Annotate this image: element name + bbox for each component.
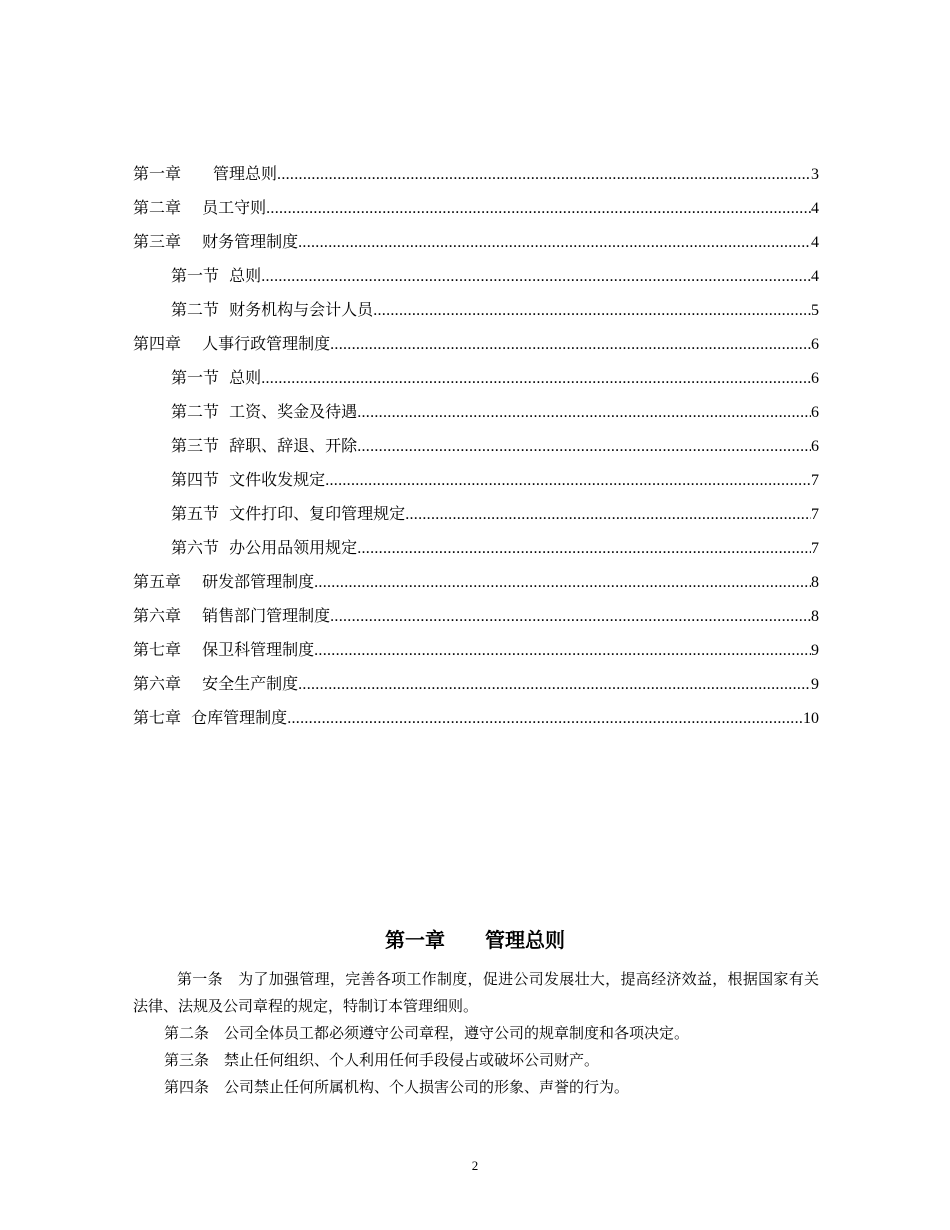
toc-entry-label: 第二节 财务机构与会计人员 [171, 300, 374, 319]
toc-leader-dots [277, 158, 811, 192]
toc-entry-page: 6 [811, 336, 819, 353]
toc-entry[interactable] [133, 667, 819, 701]
toc-entry-label: 第一节 总则 [171, 368, 262, 387]
toc-entry-page: 9 [811, 676, 819, 693]
toc-entry-label: 第三章 财务管理制度 [133, 232, 299, 251]
toc-leader-dots [287, 702, 803, 736]
toc-entry-label: 第七章 仓库管理制度 [133, 708, 288, 727]
toc-leader-dots [330, 328, 811, 362]
toc-entry[interactable] [133, 497, 819, 531]
toc-entry[interactable] [133, 463, 819, 497]
toc-entry-label: 第一节 总则 [171, 266, 262, 285]
toc-entry-page: 9 [811, 642, 819, 659]
toc-entry[interactable] [133, 225, 819, 259]
table-of-contents [133, 157, 819, 735]
toc-leader-dots [325, 464, 811, 498]
toc-entry[interactable] [133, 633, 819, 667]
toc-leader-dots [405, 498, 811, 532]
toc-entry[interactable] [133, 701, 819, 735]
toc-leader-dots [314, 634, 811, 668]
chapter-title: 第一章 管理总则 [385, 928, 565, 952]
toc-leader-dots [357, 396, 811, 430]
toc-entry-page: 7 [811, 540, 819, 557]
toc-entry-page: 4 [811, 200, 819, 217]
toc-entry-label: 第三节 辞职、辞退、开除 [171, 436, 358, 455]
toc-entry-page: 7 [811, 472, 819, 489]
toc-entry-label: 第六节 办公用品领用规定 [171, 538, 358, 557]
toc-entry[interactable] [133, 259, 819, 293]
toc-entry-page: 6 [811, 438, 819, 455]
toc-entry-page: 8 [811, 574, 819, 591]
toc-leader-dots [266, 192, 811, 226]
toc-entry-label: 第五节 文件打印、复印管理规定 [171, 504, 406, 523]
toc-entry-label: 第二章 员工守则 [133, 198, 267, 217]
toc-entry-page: 6 [811, 404, 819, 421]
toc-leader-dots [314, 566, 811, 600]
toc-entry-page: 4 [811, 234, 819, 251]
toc-entry-label: 第四章 人事行政管理制度 [133, 334, 331, 353]
toc-leader-dots [373, 294, 811, 328]
toc-leader-dots [330, 600, 811, 634]
toc-entry-page: 5 [811, 302, 819, 319]
toc-entry-label: 第五章 研发部管理制度 [133, 572, 315, 591]
toc-leader-dots [357, 430, 811, 464]
toc-leader-dots [357, 532, 811, 566]
article-1: 第一条 为了加强管理，完善各项工作制度，促进公司发展壮大，提高经济效益，根据国家有关法律、法规及公司章程的规定，特制订本管理细则。 [133, 970, 819, 1015]
toc-entry[interactable] [133, 361, 819, 395]
toc-entry-page: 4 [811, 268, 819, 285]
toc-entry[interactable] [133, 531, 819, 565]
toc-leader-dots [261, 362, 811, 396]
toc-entry[interactable] [133, 395, 819, 429]
article-3: 第三条 禁止任何组织、个人利用任何手段侵占或破坏公司财产。 [164, 1051, 600, 1069]
page-number: 2 [471, 1158, 479, 1173]
toc-entry[interactable] [133, 565, 819, 599]
toc-entry[interactable] [133, 429, 819, 463]
chapter-body [133, 966, 819, 1101]
toc-entry[interactable] [133, 327, 819, 361]
toc-entry-label: 第二节 工资、奖金及待遇 [171, 402, 358, 421]
toc-entry-page: 7 [811, 506, 819, 523]
toc-entry-page: 3 [811, 166, 819, 183]
article-4: 第四条 公司禁止任何所属机构、个人损害公司的形象、声誉的行为。 [164, 1078, 630, 1096]
toc-entry-label: 第一章 管理总则 [133, 164, 278, 183]
toc-entry[interactable] [133, 599, 819, 633]
toc-entry-label: 第六章 销售部门管理制度 [133, 606, 331, 625]
article-2: 第二条 公司全体员工都必须遵守公司章程，遵守公司的规章制度和各项决定。 [164, 1024, 690, 1042]
toc-entry[interactable] [133, 293, 819, 327]
toc-entry-page: 8 [811, 608, 819, 625]
toc-leader-dots [261, 260, 811, 294]
toc-entry-page: 10 [803, 710, 819, 727]
toc-entry[interactable] [133, 157, 819, 191]
toc-leader-dots [298, 226, 811, 260]
toc-entry-page: 6 [811, 370, 819, 387]
toc-entry[interactable] [133, 191, 819, 225]
toc-entry-label: 第六章 安全生产制度 [133, 674, 299, 693]
toc-leader-dots [298, 668, 811, 702]
toc-entry-label: 第七章 保卫科管理制度 [133, 640, 315, 659]
toc-entry-label: 第四节 文件收发规定 [171, 470, 326, 489]
